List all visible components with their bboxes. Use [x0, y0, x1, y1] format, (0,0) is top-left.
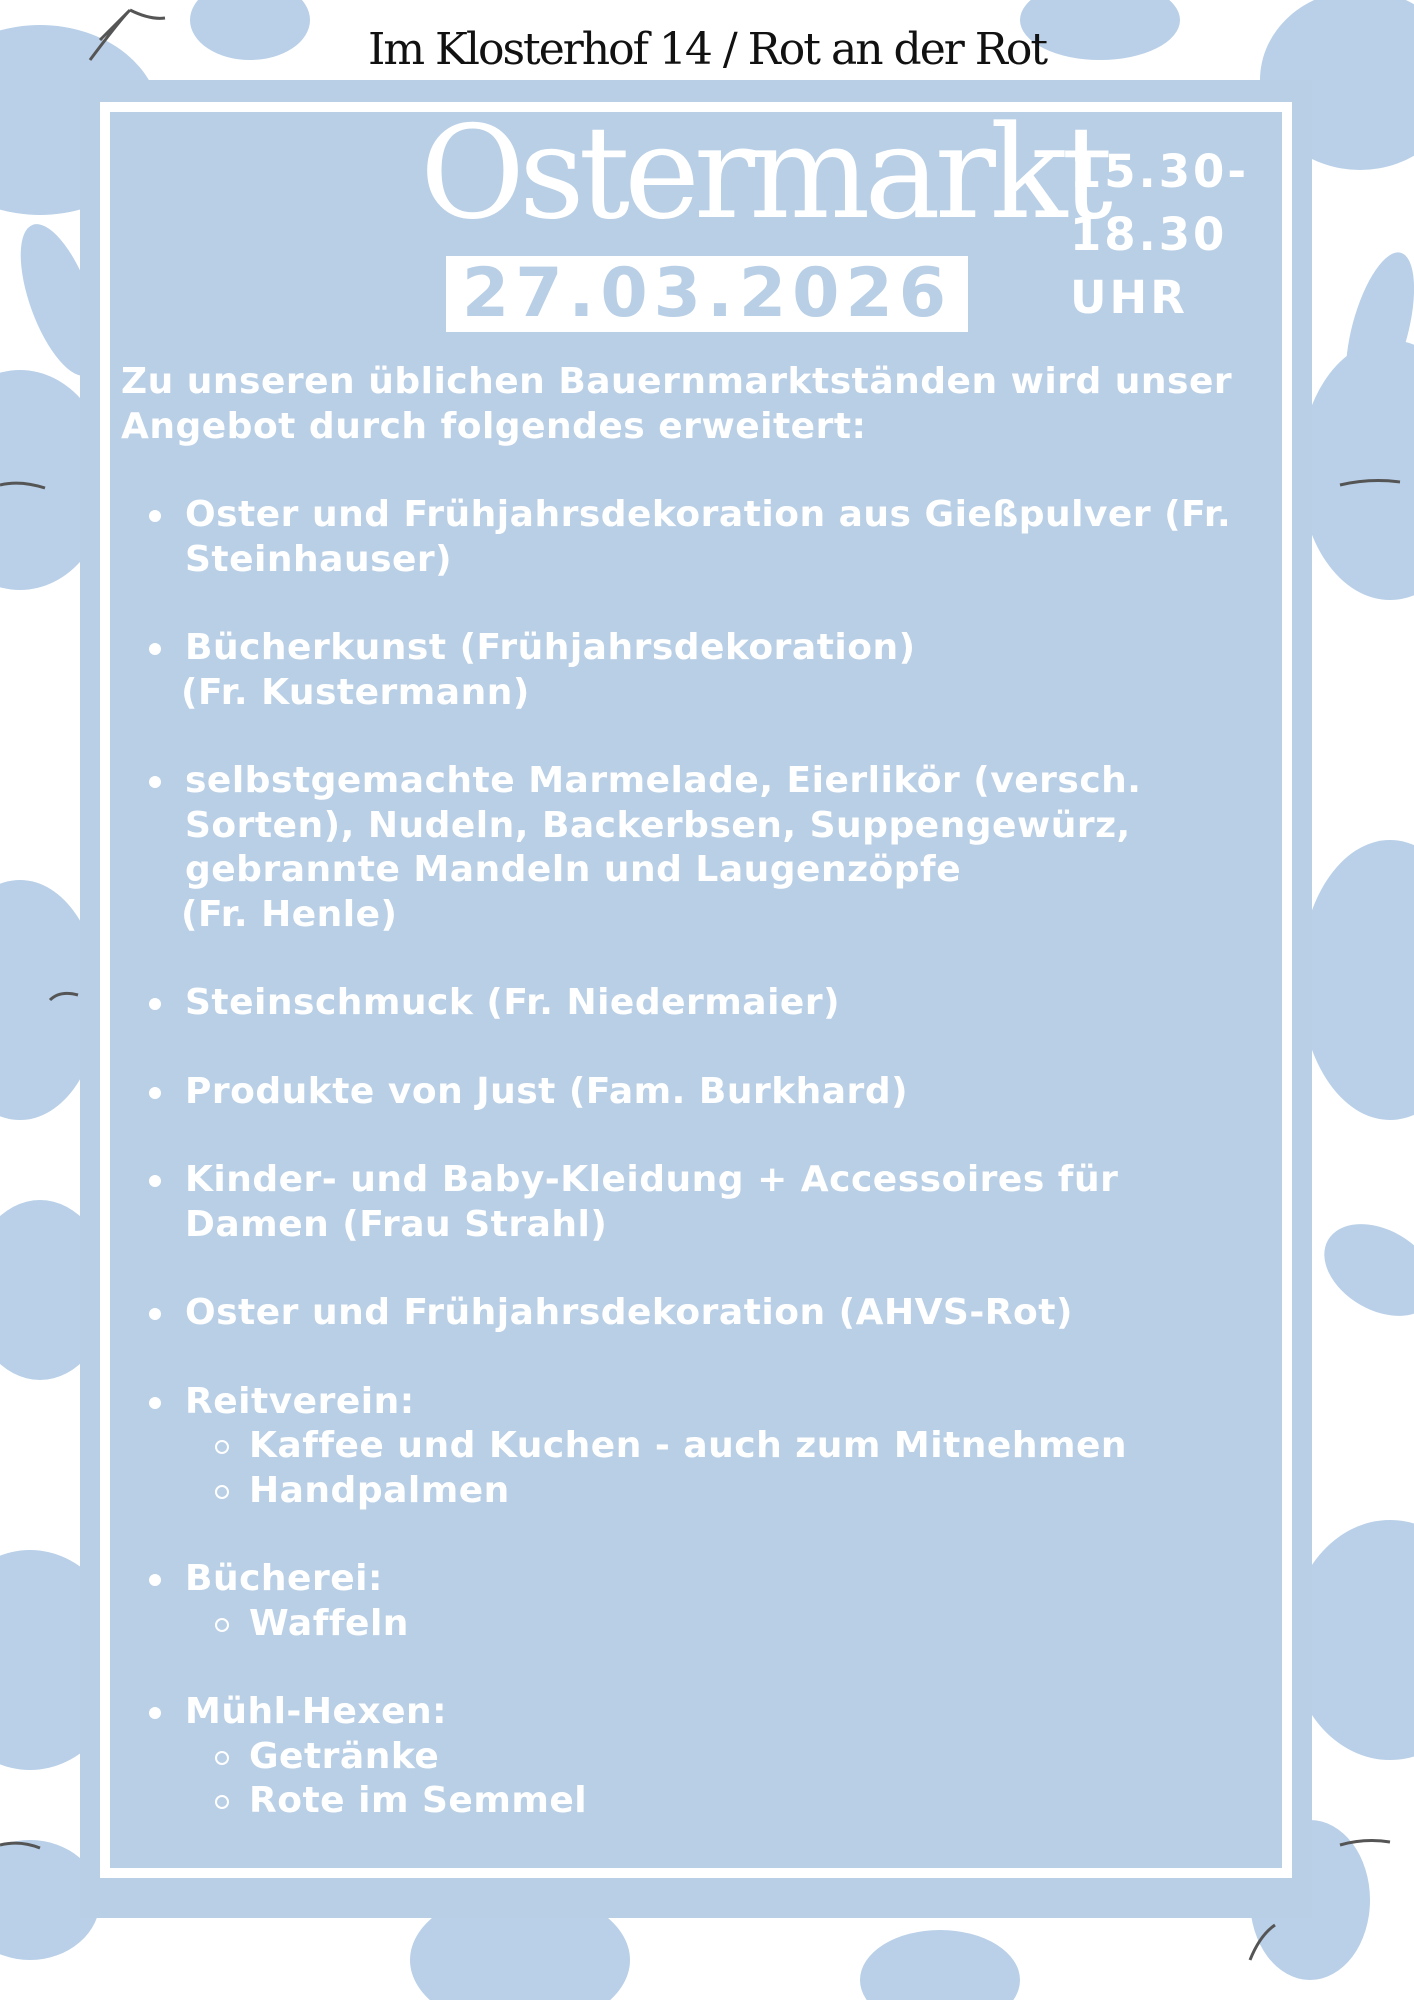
vendor-subitem [185, 1469, 1281, 1514]
vendor-item [121, 1557, 1281, 1646]
time-unit: UHR [1070, 271, 1188, 324]
vendor-line: Steinschmuck (Fr. Niedermaier) [185, 982, 841, 1023]
vendor-sublist [185, 1735, 1281, 1824]
bullet-icon [149, 776, 161, 788]
intro-line: Angebot durch folgendes erweitert: [121, 405, 867, 447]
vendor-sublist [185, 1602, 1281, 1647]
vendor-subitem-label: Kaffee und Kuchen - auch zum Mitnehmen [249, 1425, 1128, 1466]
event-title: Ostermarkt [420, 99, 1107, 248]
vendor-line: Sorten), Nudeln, Backerbsen, Suppengewürz, [185, 804, 1131, 846]
bullet-icon [149, 510, 161, 522]
bullet-icon [149, 1574, 161, 1586]
time-start: 15.30- [1070, 145, 1250, 198]
vendor-line: gebrannte Mandeln und Laugenzöpfe [185, 849, 962, 890]
event-date: 27.03.2026 [446, 256, 968, 332]
vendor-item [121, 981, 1281, 1026]
vendor-line: Oster und Frühjahrsdekoration aus Gießpulver (Fr. [185, 494, 1232, 535]
vendor-line: (Fr. Kustermann) [181, 671, 530, 713]
vendor-list [121, 493, 1281, 1824]
bullet-icon [149, 1175, 161, 1187]
bullet-icon [149, 643, 161, 655]
vendor-item [121, 1690, 1281, 1824]
circle-bullet-icon [215, 1440, 229, 1454]
vendor-item [121, 1070, 1281, 1115]
circle-bullet-icon [215, 1795, 229, 1809]
vendor-subitem [185, 1779, 1281, 1824]
time-end: 18.30 [1070, 208, 1228, 261]
vendor-subitem [185, 1735, 1281, 1780]
bullet-icon [149, 1707, 161, 1719]
intro-text [121, 360, 1281, 449]
vendor-line: Mühl-Hexen: [185, 1691, 448, 1732]
vendor-line: Damen (Frau Strahl) [185, 1203, 608, 1245]
vendor-item [121, 626, 1281, 715]
circle-bullet-icon [215, 1618, 229, 1632]
vendor-line: Produkte von Just (Fam. Burkhard) [185, 1070, 909, 1112]
bullet-icon [149, 1308, 161, 1320]
vendor-item [121, 1158, 1281, 1247]
vendor-item [121, 759, 1281, 937]
vendor-subitem-label: Handpalmen [249, 1469, 510, 1511]
vendor-line: Bücherei: [185, 1558, 383, 1599]
vendor-subitem-label: Waffeln [249, 1602, 409, 1644]
vendor-item [121, 1291, 1281, 1336]
vendor-line: Steinhauser) [185, 538, 453, 580]
circle-bullet-icon [215, 1751, 229, 1765]
vendor-line: (Fr. Henle) [181, 893, 398, 935]
bullet-icon [149, 1397, 161, 1409]
vendor-item [121, 493, 1281, 582]
event-time [1070, 140, 1270, 329]
vendor-sublist [185, 1424, 1281, 1513]
vendor-subitem-label: Rote im Semmel [249, 1780, 588, 1821]
vendor-subitem [185, 1424, 1281, 1469]
vendor-line: Reitverein: [185, 1380, 415, 1422]
vendor-line: selbstgemachte Marmelade, Eierlikör (versch. [185, 760, 1142, 801]
event-description [121, 360, 1281, 1868]
circle-bullet-icon [215, 1485, 229, 1499]
bullet-icon [149, 998, 161, 1010]
vendor-line: Bücherkunst (Frühjahrsdekoration) [185, 627, 916, 668]
address-heading: Im Klosterhof 14 / Rot an der Rot [367, 24, 1047, 75]
vendor-line: Oster und Frühjahrsdekoration (AHVS-Rot) [185, 1292, 1073, 1333]
vendor-subitem [185, 1602, 1281, 1647]
vendor-item [121, 1380, 1281, 1514]
intro-line: Zu unseren üblichen Bauernmarktständen wird unser [121, 361, 1233, 402]
bullet-icon [149, 1087, 161, 1099]
vendor-subitem-label: Getränke [249, 1735, 440, 1777]
vendor-line: Kinder- und Baby-Kleidung + Accessoires für [185, 1159, 1119, 1200]
